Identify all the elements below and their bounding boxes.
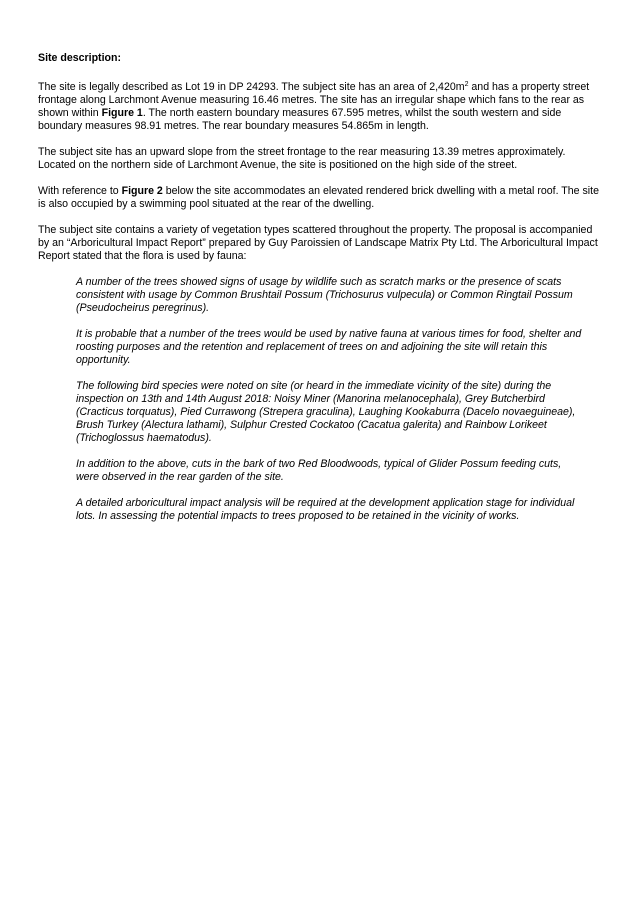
- figure-reference: Figure 1: [101, 107, 143, 119]
- figure-reference: Figure 2: [121, 185, 163, 197]
- text-run: With reference to: [38, 185, 122, 197]
- paragraph-legal-description: [38, 81, 600, 133]
- paragraph-slope: The subject site has an upward slope from the street frontage to the rear measuring 13.39 metres approximately. Located on the northern side of Larchmont Avenue, the site is positioned on the high side of the street.: [38, 146, 566, 171]
- text-run: The site is legally described as Lot 19 in DP 24293. The subject site has an area of 2,420m: [38, 81, 465, 93]
- paragraph-vegetation: The subject site contains a variety of vegetation types scattered throughout the property. The proposal is accompanied by an “Arboricultural Impact Report” prepared by Guy Paroissien of Landscape Matrix Pty Ltd. The Arboricultural Impact Report stated that the flora is used by fauna:: [38, 224, 598, 262]
- text-run: (Pseudocheirus peregrinus).: [76, 302, 210, 314]
- text-run: . The north eastern boundary measures 67.595 metres, whilst the south western and side boundary measures 98.91 metres. The rear boundary measures 54.865m in length.: [38, 107, 562, 132]
- block-quote: [76, 276, 586, 523]
- text-run: and has a property street frontage along Larchmont Avenue measuring 16.46 metres. The site has an irregular shape which fans to the rear as shown within: [38, 81, 590, 119]
- section-heading: Site description:: [38, 52, 121, 64]
- quote-paragraph: The following bird species were noted on site (or heard in the immediate vicinity of the site) during the inspection on 13th and 14th August 2018: Noisy Miner (Manorina melanocephala), Grey Butcherbird (Cracticus torquatus), Pied Currawong (Strepera graculina), Laughing Kookaburra (Dacelo novaeguineae), Brush Turkey (Alectura lathami), Sulphur Crested Cockatoo (Cacatua galerita) and Rainbow Lorikeet (Trichoglossus haematodus).: [76, 380, 576, 444]
- superscript: 2: [464, 81, 469, 88]
- paragraph-dwelling: [38, 185, 600, 211]
- quote-paragraph: It is probable that a number of the trees would be used by native fauna at various times for food, shelter and roosting purposes and the retention and replacement of trees on and adjoining the site will retain this opportunity.: [76, 328, 582, 366]
- quote-paragraph: [76, 276, 586, 315]
- quote-paragraph: In addition to the above, cuts in the bark of two Red Bloodwoods, typical of Glider Possum feeding cuts, were observed in the rear garden of the site.: [76, 458, 562, 483]
- text-run: below the site accommodates an elevated rendered brick dwelling with a metal roof. The site is also occupied by a swimming pool situated at the rear of the dwelling.: [38, 185, 599, 210]
- quote-paragraph: A detailed arboricultural impact analysis will be required at the development application stage for individual lots. In assessing the potential impacts to trees proposed to be retained in the vicinity of works.: [76, 497, 575, 522]
- text-run: A number of the trees showed signs of usage by wildlife such as scratch marks or the presence of scats consistent with usage by Common Brushtail Possum (Trichosurus vulpecula) or Common Ringtail Possum: [76, 276, 573, 301]
